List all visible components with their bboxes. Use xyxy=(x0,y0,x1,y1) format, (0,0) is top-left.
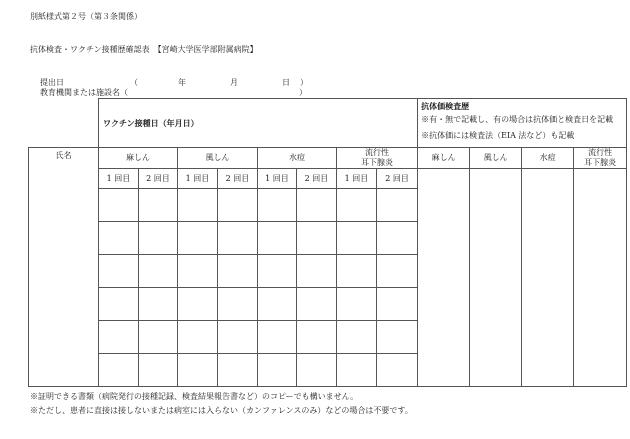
submission-date-label: 提出日 xyxy=(40,78,64,87)
rubella-dose2-cell[interactable] xyxy=(218,288,258,321)
institution-row xyxy=(40,88,307,98)
mumps-dose2-cell[interactable] xyxy=(377,354,418,387)
institution-label: 教育機関または施設名（ xyxy=(40,88,128,97)
measles-dose1-cell[interactable] xyxy=(99,354,139,387)
mumps-dose2-header: 2 回目 xyxy=(377,169,418,189)
document-title: 抗体検査・ワクチン接種歴確認表 【宮崎大学医学部附属病院】 xyxy=(30,45,258,54)
vaccine-mumps-label-1: 流行性 xyxy=(365,148,390,157)
varicella-dose1-cell[interactable] xyxy=(258,288,297,321)
name-column-header: 氏名 xyxy=(55,151,72,160)
antibody-mumps-label-1: 流行性 xyxy=(588,148,613,157)
measles-dose2-cell[interactable] xyxy=(139,288,178,321)
mumps-dose2-cell[interactable] xyxy=(377,189,418,222)
varicella-dose1-cell[interactable] xyxy=(258,189,297,222)
vaccine-measles-header: 麻しん xyxy=(99,148,178,169)
varicella-dose2-cell[interactable] xyxy=(297,222,337,255)
rubella-dose2-header: 2 回目 xyxy=(218,169,258,189)
antibody-mumps-label-2: 耳下腺炎 xyxy=(584,158,617,167)
rubella-dose2-cell[interactable] xyxy=(218,354,258,387)
antibody-test-note-2: ※抗体価には検査法（EIA 法など）も記載 xyxy=(421,131,575,140)
antibody-mumps-header xyxy=(574,148,627,169)
submission-date-open-paren: （ xyxy=(130,78,138,87)
rubella-dose1-cell[interactable] xyxy=(178,189,218,222)
mumps-dose1-header: 1 回目 xyxy=(337,169,377,189)
measles-dose1-cell[interactable] xyxy=(99,222,139,255)
varicella-dose1-cell[interactable] xyxy=(258,222,297,255)
header-row-2 xyxy=(29,148,627,169)
submission-day-label: 日 xyxy=(282,78,290,87)
varicella-dose1-cell[interactable] xyxy=(258,354,297,387)
rubella-dose1-cell[interactable] xyxy=(178,288,218,321)
rubella-dose2-cell[interactable] xyxy=(218,255,258,288)
mumps-dose2-cell[interactable] xyxy=(377,222,418,255)
varicella-dose1-cell[interactable] xyxy=(258,321,297,354)
vaccine-varicella-header: 水痘 xyxy=(258,148,337,169)
mumps-dose2-cell[interactable] xyxy=(377,288,418,321)
rubella-dose2-cell[interactable] xyxy=(218,189,258,222)
footnote-2: ※ただし、患者に直接は接しないまたは病室には入らない（カンファレンスのみ）などの場合は不要です。 xyxy=(30,406,413,415)
name-column-cell xyxy=(29,148,99,387)
varicella-dose2-header: 2 回目 xyxy=(297,169,337,189)
measles-dose1-cell[interactable] xyxy=(99,321,139,354)
vaccine-mumps-label-2: 耳下腺炎 xyxy=(361,158,394,167)
vaccine-date-header: ワクチン接種日（年月日） xyxy=(99,99,418,148)
varicella-dose2-cell[interactable] xyxy=(297,288,337,321)
antibody-rubella-header: 風しん xyxy=(470,148,522,169)
measles-dose2-cell[interactable] xyxy=(139,189,178,222)
measles-dose2-cell[interactable] xyxy=(139,321,178,354)
submission-year-label: 年 xyxy=(178,78,186,87)
measles-dose1-cell[interactable] xyxy=(99,189,139,222)
blank-corner-cell xyxy=(29,99,99,148)
rubella-dose1-cell[interactable] xyxy=(178,354,218,387)
antibody-test-note-1: ※有・無で記載し、有の場合は抗体価と検査日を記載 xyxy=(421,115,614,124)
mumps-dose1-cell[interactable] xyxy=(337,189,377,222)
rubella-dose1-cell[interactable] xyxy=(178,255,218,288)
measles-dose2-cell[interactable] xyxy=(139,222,178,255)
varicella-dose2-cell[interactable] xyxy=(297,354,337,387)
form-number: 別紙様式第２号（第３条関係） xyxy=(30,12,142,21)
measles-dose1-cell[interactable] xyxy=(99,288,139,321)
varicella-dose2-cell[interactable] xyxy=(297,321,337,354)
vaccination-record-table xyxy=(28,98,627,387)
vaccine-rubella-header: 風しん xyxy=(178,148,258,169)
institution-close-paren: ） xyxy=(299,88,307,97)
antibody-measles-header: 麻しん xyxy=(418,148,470,169)
antibody-varicella-cell[interactable] xyxy=(522,169,574,387)
submission-date-close-paren: ） xyxy=(300,78,308,87)
rubella-dose1-header: 1 回目 xyxy=(178,169,218,189)
measles-dose2-header: 2 回目 xyxy=(139,169,178,189)
measles-dose1-cell[interactable] xyxy=(99,255,139,288)
submission-date-row xyxy=(40,78,308,88)
rubella-dose1-cell[interactable] xyxy=(178,321,218,354)
antibody-rubella-cell[interactable] xyxy=(470,169,522,387)
rubella-dose1-cell[interactable] xyxy=(178,222,218,255)
antibody-test-header xyxy=(418,99,627,148)
measles-dose2-cell[interactable] xyxy=(139,354,178,387)
antibody-test-title: 抗体価検査歴 xyxy=(421,101,470,111)
mumps-dose1-cell[interactable] xyxy=(337,288,377,321)
antibody-mumps-cell[interactable] xyxy=(574,169,627,387)
mumps-dose1-cell[interactable] xyxy=(337,255,377,288)
mumps-dose2-cell[interactable] xyxy=(377,321,418,354)
mumps-dose1-cell[interactable] xyxy=(337,354,377,387)
antibody-measles-cell[interactable] xyxy=(418,169,470,387)
submission-month-label: 月 xyxy=(230,78,238,87)
footnote-1: ※証明できる書類（病院発行の接種記録、検査結果報告書など）のコピーでも構いません。 xyxy=(30,392,359,401)
header-row-1 xyxy=(29,99,627,148)
measles-dose1-header: 1 回目 xyxy=(99,169,139,189)
vaccine-mumps-header xyxy=(337,148,418,169)
mumps-dose1-cell[interactable] xyxy=(337,222,377,255)
varicella-dose1-cell[interactable] xyxy=(258,255,297,288)
varicella-dose2-cell[interactable] xyxy=(297,255,337,288)
antibody-varicella-header: 水痘 xyxy=(522,148,574,169)
varicella-dose1-header: 1 回目 xyxy=(258,169,297,189)
varicella-dose2-cell[interactable] xyxy=(297,189,337,222)
measles-dose2-cell[interactable] xyxy=(139,255,178,288)
rubella-dose2-cell[interactable] xyxy=(218,222,258,255)
mumps-dose2-cell[interactable] xyxy=(377,255,418,288)
dose-header-row xyxy=(29,169,627,189)
mumps-dose1-cell[interactable] xyxy=(337,321,377,354)
rubella-dose2-cell[interactable] xyxy=(218,321,258,354)
